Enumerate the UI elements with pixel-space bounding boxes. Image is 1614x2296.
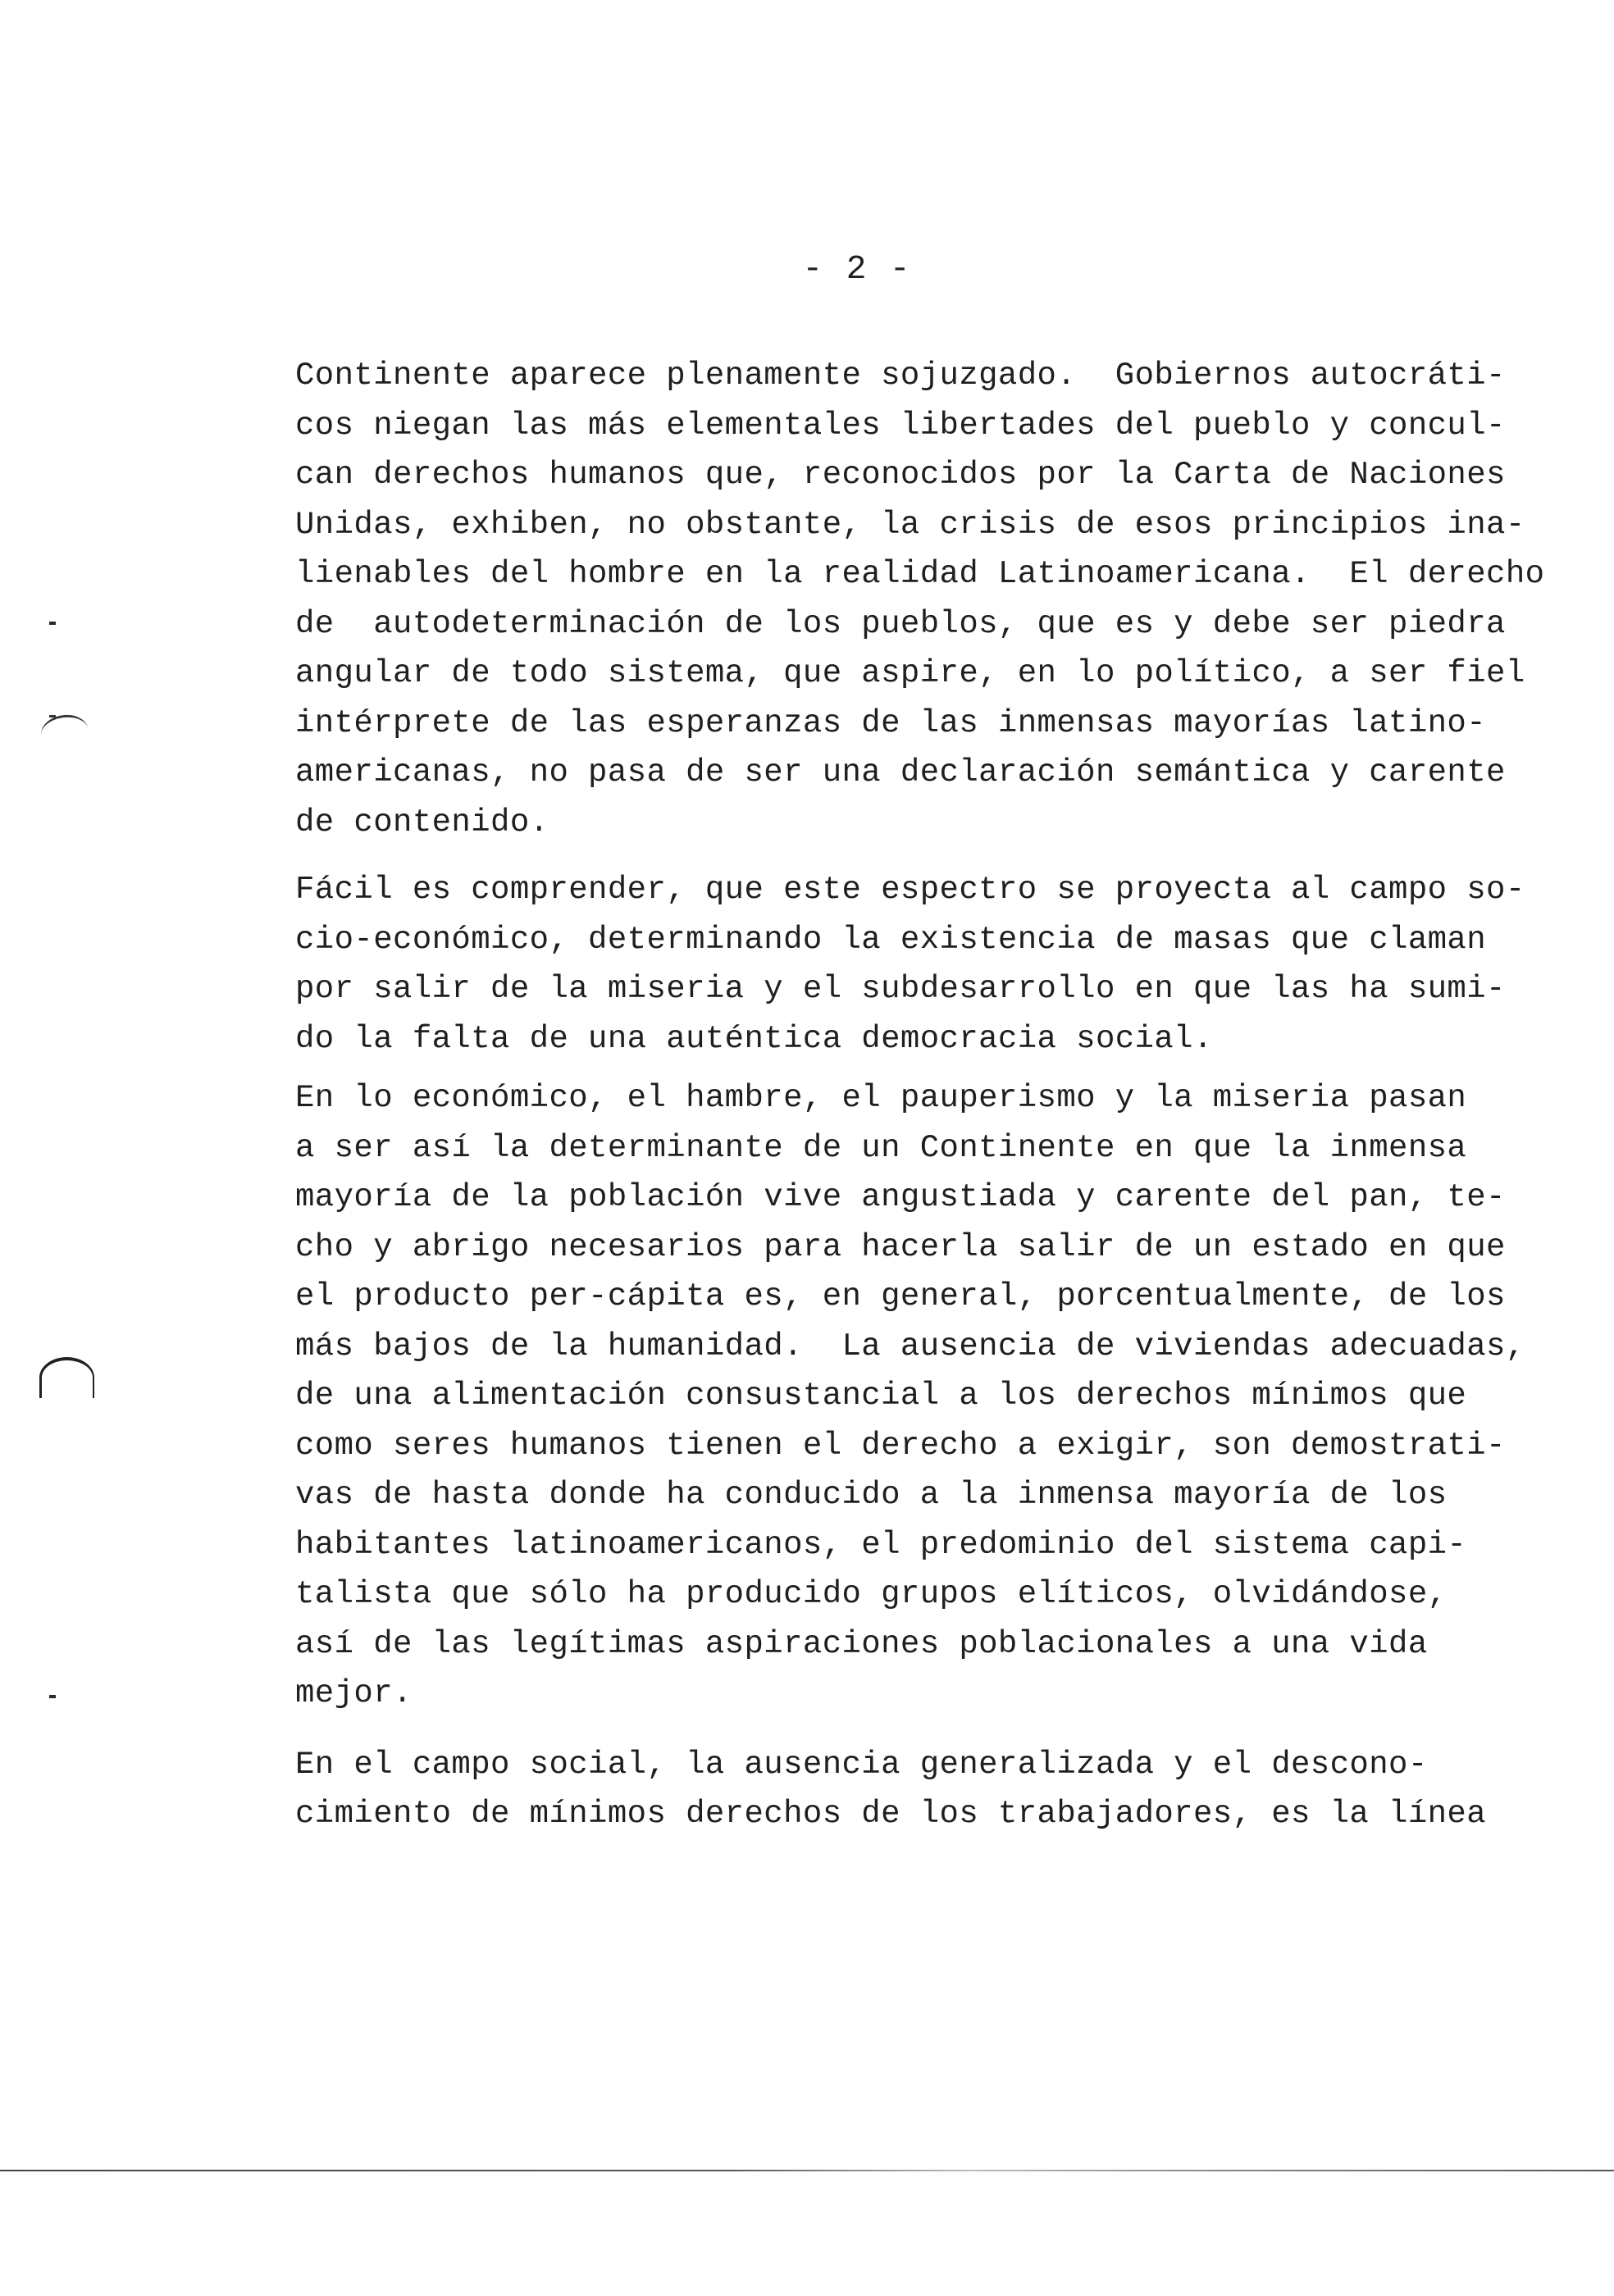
paragraph-3 (295, 1073, 1575, 1719)
text-line: Continente aparece plenamente sojuzgado. Gobiernos autocráti- (295, 358, 1506, 394)
text-line: americanas, no pasa de ser una declaración semántica y carente (295, 754, 1506, 790)
page-edge-line (0, 2170, 1614, 2171)
body-text (295, 351, 1575, 1839)
text-line: cos niegan las más elementales libertades del pueblo y concul- (295, 407, 1506, 444)
text-line: cio-económico, determinando la existencia de masas que claman (295, 921, 1487, 958)
hole-punch-mark (39, 1357, 94, 1398)
text-line: angular de todo sistema, que aspire, en lo político, a ser fiel (295, 655, 1525, 691)
text-line: a ser así la determinante de un Continente en que la inmensa (295, 1129, 1467, 1166)
text-line: de una alimentación consustancial a los derechos mínimos que (295, 1378, 1467, 1414)
paragraph-2 (295, 865, 1575, 1064)
text-line: can derechos humanos que, reconocidos por la Carta de Naciones (295, 457, 1506, 493)
text-line: de contenido. (295, 804, 549, 840)
text-line: por salir de la miseria y el subdesarrollo en que las ha sumi- (295, 971, 1506, 1007)
paragraph-4 (295, 1740, 1575, 1839)
text-line: intérprete de las esperanzas de las inmensas mayorías latino- (295, 704, 1487, 741)
paragraph-spacer (295, 1064, 1575, 1073)
text-line: cho y abrigo necesarios para hacerla salir de un estado en que (295, 1228, 1506, 1265)
paragraph-1 (295, 351, 1575, 847)
text-line: talista que sólo ha producido grupos elíticos, olvidándose, (295, 1576, 1448, 1612)
text-line: de autodeterminación de los pueblos, que es y debe ser piedra (295, 605, 1506, 642)
text-line: lienables del hombre en la realidad Latinoamericana. El derecho (295, 556, 1545, 592)
paragraph-spacer (295, 1719, 1575, 1740)
text-line: habitantes latinoamericanos, el predominio del sistema capi- (295, 1526, 1467, 1563)
margin-mark (49, 1695, 56, 1698)
text-line: vas de hasta donde ha conducido a la inmensa mayoría de los (295, 1477, 1448, 1513)
text-line: Unidas, exhiben, no obstante, la crisis de esos principios ina- (295, 506, 1525, 543)
text-line: Fácil es comprender, que este espectro se proyecta al campo so- (295, 872, 1525, 908)
text-line: como seres humanos tienen el derecho a exigir, son demostrati- (295, 1427, 1506, 1464)
text-line: más bajos de la humanidad. La ausencia de viviendas adecuadas, (295, 1328, 1525, 1364)
text-line: En el campo social, la ausencia generalizada y el descono- (295, 1746, 1428, 1783)
text-line: En lo económico, el hambre, el pauperismo y la miseria pasan (295, 1080, 1467, 1116)
page-number: - 2 - (802, 251, 912, 289)
text-line: así de las legítimas aspiraciones poblacionales a una vida (295, 1625, 1428, 1662)
text-line: mejor. (295, 1675, 413, 1711)
paragraph-spacer (295, 847, 1575, 865)
text-line: cimiento de mínimos derechos de los trabajadores, es la línea (295, 1796, 1487, 1832)
text-line: mayoría de la población vive angustiada y carente del pan, te- (295, 1179, 1506, 1215)
text-line: do la falta de una auténtica democracia social. (295, 1020, 1213, 1057)
margin-mark (49, 622, 56, 625)
margin-mark (39, 712, 90, 754)
text-line: el producto per-cápita es, en general, porcentualmente, de los (295, 1278, 1506, 1314)
